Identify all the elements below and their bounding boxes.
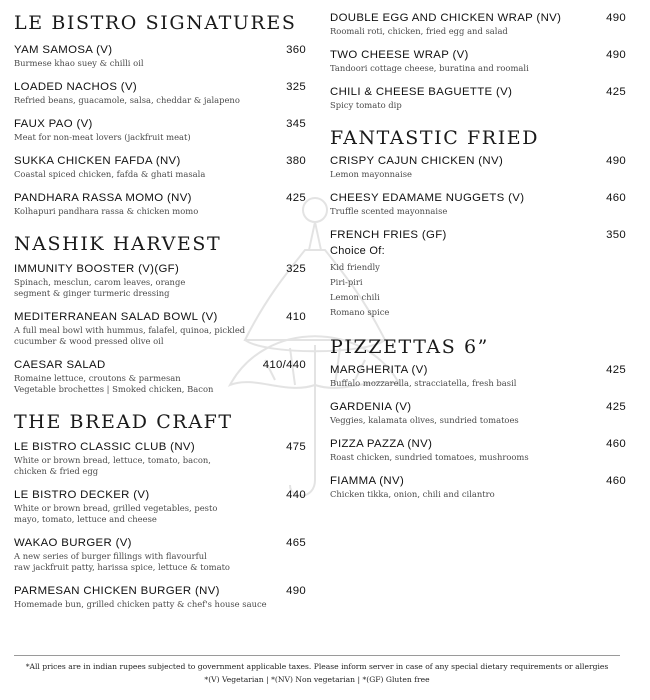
item-price: 490 xyxy=(606,49,626,61)
item-name: PANDHARA RASSA MOMO (NV) xyxy=(14,192,192,204)
item-price: 380 xyxy=(286,155,306,167)
item-name: CHEESY EDAMAME NUGGETS (V) xyxy=(330,192,525,204)
item-price: 440 xyxy=(286,489,306,501)
menu-item xyxy=(14,489,306,525)
right-column xyxy=(330,8,626,512)
item-price: 345 xyxy=(286,118,306,130)
item-name: SUKKA CHICKEN FAFDA (NV) xyxy=(14,155,181,167)
item-name: WAKAO BURGER (V) xyxy=(14,537,132,549)
item-price: 425 xyxy=(606,401,626,413)
choice-option: Piri-piri xyxy=(330,277,363,287)
menu-item xyxy=(330,86,626,111)
section-title: NASHIK HARVEST xyxy=(14,233,222,255)
section-title: THE BREAD CRAFT xyxy=(14,411,233,433)
item-price: 325 xyxy=(286,263,306,275)
item-description: Roast chicken, sundried tomatoes, mushrooms xyxy=(330,452,529,462)
section-pizzettas xyxy=(330,332,626,500)
item-description: Tandoori cottage cheese, buratina and roomali xyxy=(330,63,529,73)
menu-item xyxy=(14,118,306,143)
item-description: Homemade bun, grilled chicken patty & chef's house sauce xyxy=(14,599,267,609)
left-column xyxy=(14,8,306,622)
item-price: 410/440 xyxy=(262,359,306,371)
item-price: 360 xyxy=(286,44,306,56)
menu-item xyxy=(330,475,626,500)
item-price: 350 xyxy=(606,229,626,241)
menu-item xyxy=(330,192,626,217)
item-name: DOUBLE EGG AND CHICKEN WRAP (NV) xyxy=(330,12,562,24)
item-price: 425 xyxy=(286,192,306,204)
item-price: 410 xyxy=(286,311,306,323)
item-description: Vegetable brochettes | Smoked chicken, Bacon xyxy=(14,384,214,394)
menu-item-french-fries xyxy=(330,229,626,320)
footer-price-note: *All prices are in indian rupees subjected to government applicable taxes. Please inform server in case of any special dietary requirements or allergies xyxy=(25,662,609,671)
item-name: YAM SAMOSA (V) xyxy=(14,44,113,56)
choice-label: Choice Of: xyxy=(330,245,385,257)
item-name: CRISPY CAJUN CHICKEN (NV) xyxy=(330,155,504,167)
item-name: FRENCH FRIES (GF) xyxy=(330,229,447,241)
item-description: Coastal spiced chicken, fafda & ghati masala xyxy=(14,169,206,179)
section-wraps-continued xyxy=(330,8,626,111)
item-name: PIZZA PAZZA (NV) xyxy=(330,438,433,450)
choice-option: Kid friendly xyxy=(330,262,380,272)
item-description: Refried beans, guacamole, salsa, cheddar & jalapeno xyxy=(14,95,240,105)
item-price: 475 xyxy=(286,441,306,453)
section-title: FANTASTIC FRIED xyxy=(330,127,540,149)
section-fantastic-fried xyxy=(330,123,626,320)
item-description: White or brown bread, grilled vegetables, pesto xyxy=(14,503,218,513)
menu-item xyxy=(330,12,626,37)
menu-item xyxy=(330,438,626,463)
section-title: PIZZETTAS 6” xyxy=(330,336,490,358)
item-description: Kolhapuri pandhara rassa & chicken momo xyxy=(14,206,199,216)
item-description: Spinach, mesclun, carom leaves, orange xyxy=(14,277,186,287)
menu-item xyxy=(330,155,626,180)
menu-item xyxy=(14,44,306,69)
menu-item xyxy=(14,155,306,180)
item-name: TWO CHEESE WRAP (V) xyxy=(330,49,469,61)
item-description: A new series of burger fillings with flavourful xyxy=(14,551,207,561)
item-name: CHILI & CHEESE BAGUETTE (V) xyxy=(330,86,513,98)
item-description: Lemon mayonnaise xyxy=(330,169,412,179)
menu-item xyxy=(14,192,306,217)
item-name: LE BISTRO CLASSIC CLUB (NV) xyxy=(14,441,195,453)
item-name: CAESAR SALAD xyxy=(14,359,106,371)
item-price: 460 xyxy=(606,475,626,487)
item-description: Roomali roti, chicken, fried egg and salad xyxy=(330,26,508,36)
item-price: 425 xyxy=(606,86,626,98)
menu-item xyxy=(330,401,626,426)
item-name: PARMESAN CHICKEN BURGER (NV) xyxy=(14,585,220,597)
item-description: Meat for non-meat lovers (jackfruit meat) xyxy=(14,132,191,142)
item-price: 325 xyxy=(286,81,306,93)
item-description: raw jackfruit patty, harissa spice, lettuce & tomato xyxy=(14,562,230,572)
menu-item xyxy=(14,441,306,477)
item-description: Truffle scented mayonnaise xyxy=(330,206,448,216)
item-price: 460 xyxy=(606,192,626,204)
menu-item xyxy=(14,81,306,106)
section-title: LE BISTRO SIGNATURES xyxy=(14,12,297,34)
item-description: Romaine lettuce, croutons & parmesan xyxy=(14,373,181,383)
menu-item xyxy=(14,263,306,299)
menu-item xyxy=(14,537,306,573)
item-description: segment & ginger turmeric dressing xyxy=(14,288,170,298)
item-name: LOADED NACHOS (V) xyxy=(14,81,138,93)
section-nashik-harvest xyxy=(14,229,306,395)
menu-item xyxy=(14,585,306,610)
item-price: 460 xyxy=(606,438,626,450)
item-description: Chicken tikka, onion, chili and cilantro xyxy=(330,489,495,499)
item-name: LE BISTRO DECKER (V) xyxy=(14,489,150,501)
item-description: cucumber & wood pressed olive oil xyxy=(14,336,164,346)
item-name: FAUX PAO (V) xyxy=(14,118,93,130)
item-description: Burmese khao suey & chilli oil xyxy=(14,58,144,68)
item-name: GARDENIA (V) xyxy=(330,401,412,413)
item-price: 490 xyxy=(606,155,626,167)
choice-option: Lemon chili xyxy=(330,292,380,302)
item-name: MARGHERITA (V) xyxy=(330,364,428,376)
item-name: FIAMMA (NV) xyxy=(330,475,405,487)
menu-item xyxy=(330,364,626,389)
item-description: A full meal bowl with hummus, falafel, quinoa, pickled xyxy=(14,325,246,335)
item-price: 465 xyxy=(286,537,306,549)
item-price: 425 xyxy=(606,364,626,376)
menu-item xyxy=(14,359,306,395)
item-description: chicken & fried egg xyxy=(14,466,99,476)
footer xyxy=(10,660,624,686)
item-description: mayo, tomato, lettuce and cheese xyxy=(14,514,157,524)
item-name: IMMUNITY BOOSTER (V)(GF) xyxy=(14,263,180,275)
footer-divider xyxy=(14,655,620,656)
item-description: Veggies, kalamata olives, sundried tomatoes xyxy=(330,415,519,425)
item-price: 490 xyxy=(286,585,306,597)
section-le-bistro-signatures xyxy=(14,8,306,217)
item-description: White or brown bread, lettuce, tomato, bacon, xyxy=(14,455,211,465)
menu-item xyxy=(14,311,306,347)
choice-option: Romano spice xyxy=(330,307,390,317)
item-description: Buffalo mozzarella, stracciatella, fresh basil xyxy=(330,378,517,388)
item-name: MEDITERRANEAN SALAD BOWL (V) xyxy=(14,311,218,323)
menu-item xyxy=(330,49,626,74)
item-price: 490 xyxy=(606,12,626,24)
item-description: Spicy tomato dip xyxy=(330,100,402,110)
footer-legend: *(V) Vegetarian | *(NV) Non vegetarian | *(GF) Gluten free xyxy=(204,675,430,684)
section-the-bread-craft xyxy=(14,407,306,610)
